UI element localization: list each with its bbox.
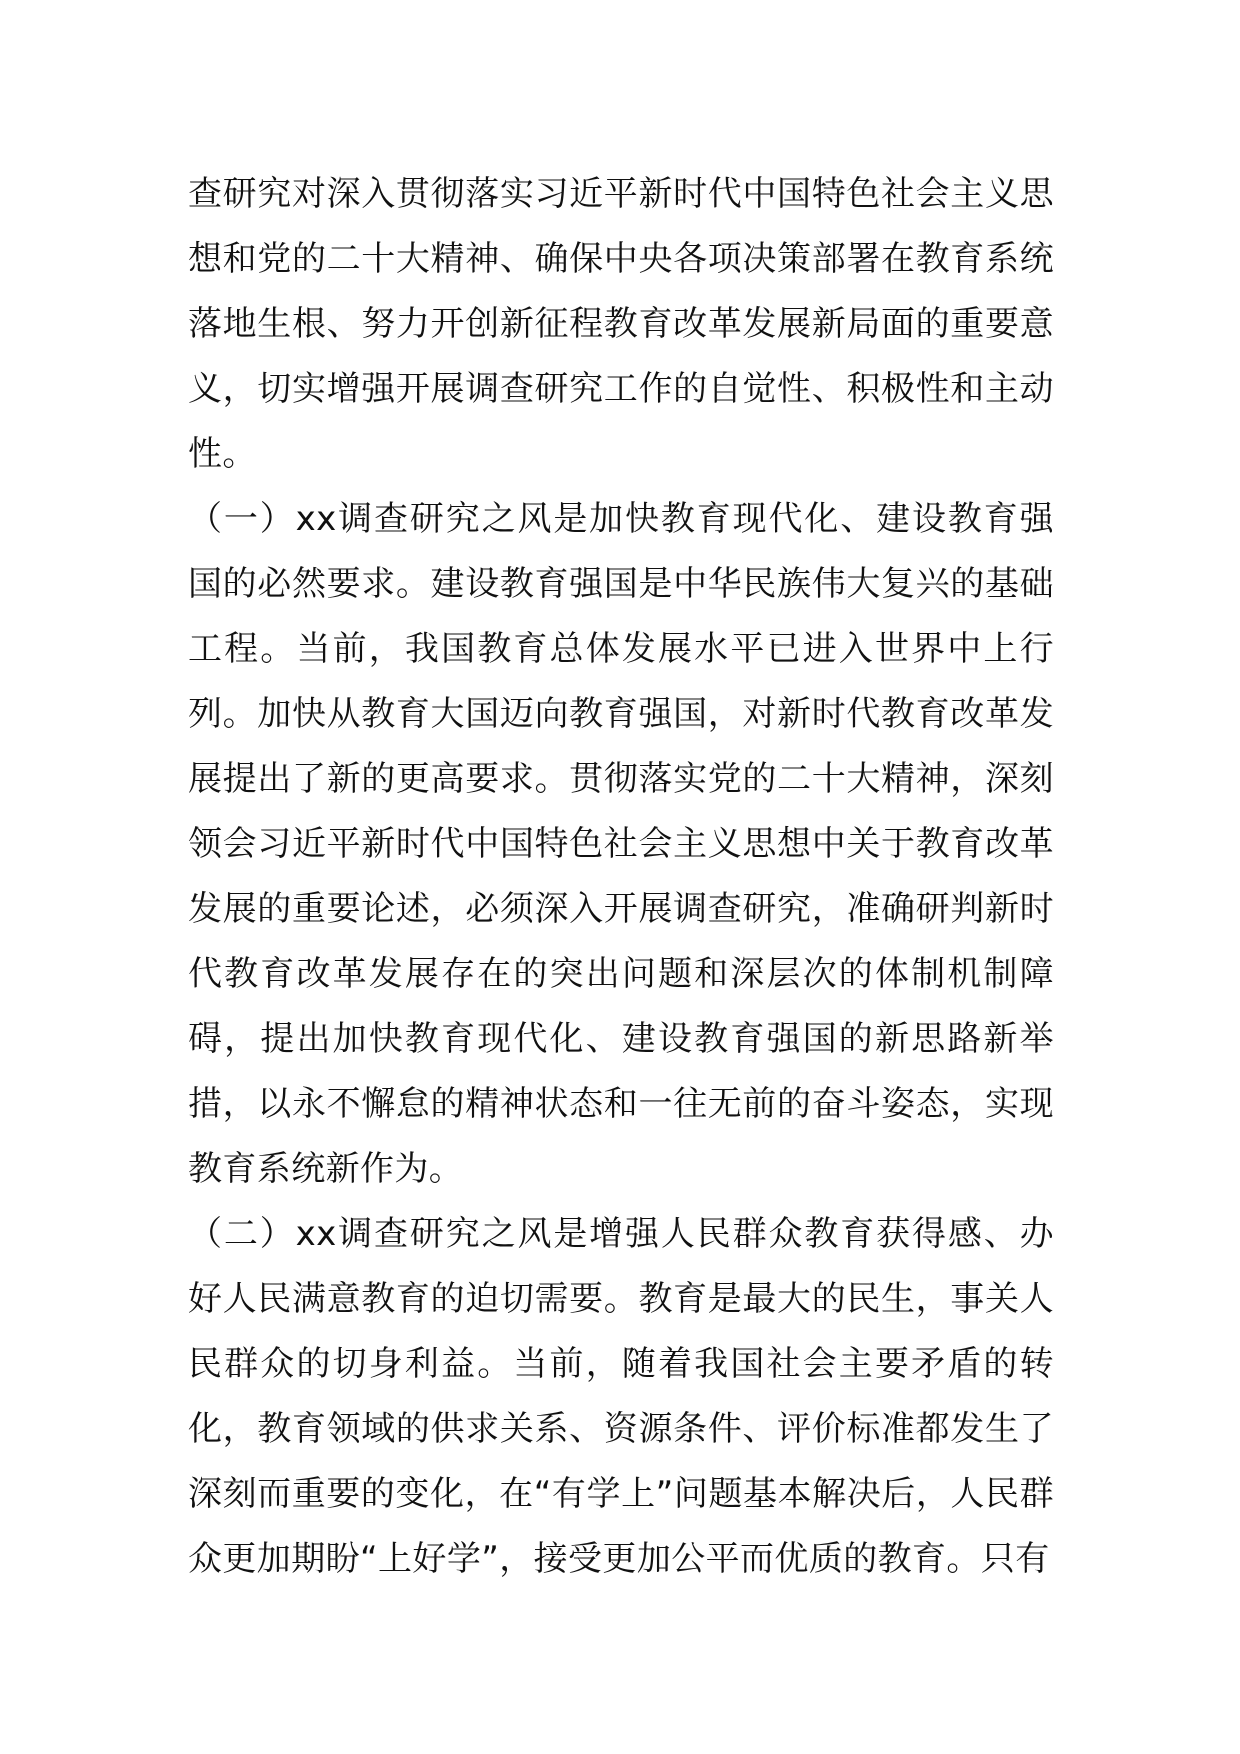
paragraph-2: （一）xx调查研究之风是加快教育现代化、建设教育强国的必然要求。建设教育强国是中华民族伟大复兴的基础工程。当前，我国教育总体发展水平已进入世界中上行列。加快从教育大国迈向教育强国，对新时代教育改革发展提出了新的更高要求。贯彻落实党的二十大精神，深刻领会习近平新时代中国特色社会主义思想中关于教育改革发展的重要论述，必须深入开展调查研究，准确研判新时代教育改革发展存在的突出问题和深层次的体制机制障碍，提出加快教育现代化、建设教育强国的新思路新举措，以永不懈怠的精神状态和一往无前的奋斗姿态，实现教育系统新作为。 (188, 499, 1054, 1189)
paragraph-1: 查研究对深入贯彻落实习近平新时代中国特色社会主义思想和党的二十大精神、确保中央各项决策部署在教育系统落地生根、努力开创新征程教育改革发展新局面的重要意义，切实增强开展调查研究工作的自觉性、积极性和主动性。 (188, 174, 1054, 474)
document-body (188, 162, 1054, 1592)
paragraph-3: （二）xx调查研究之风是增强人民群众教育获得感、办好人民满意教育的迫切需要。教育是最大的民生，事关人民群众的切身利益。当前，随着我国社会主要矛盾的转化，教育领域的供求关系、资源条件、评价标准都发生了深刻而重要的变化，在“有学上”问题基本解决后，人民群众更加期盼“上好学”，接受更加公平而优质的教育。只有 (188, 1214, 1054, 1579)
